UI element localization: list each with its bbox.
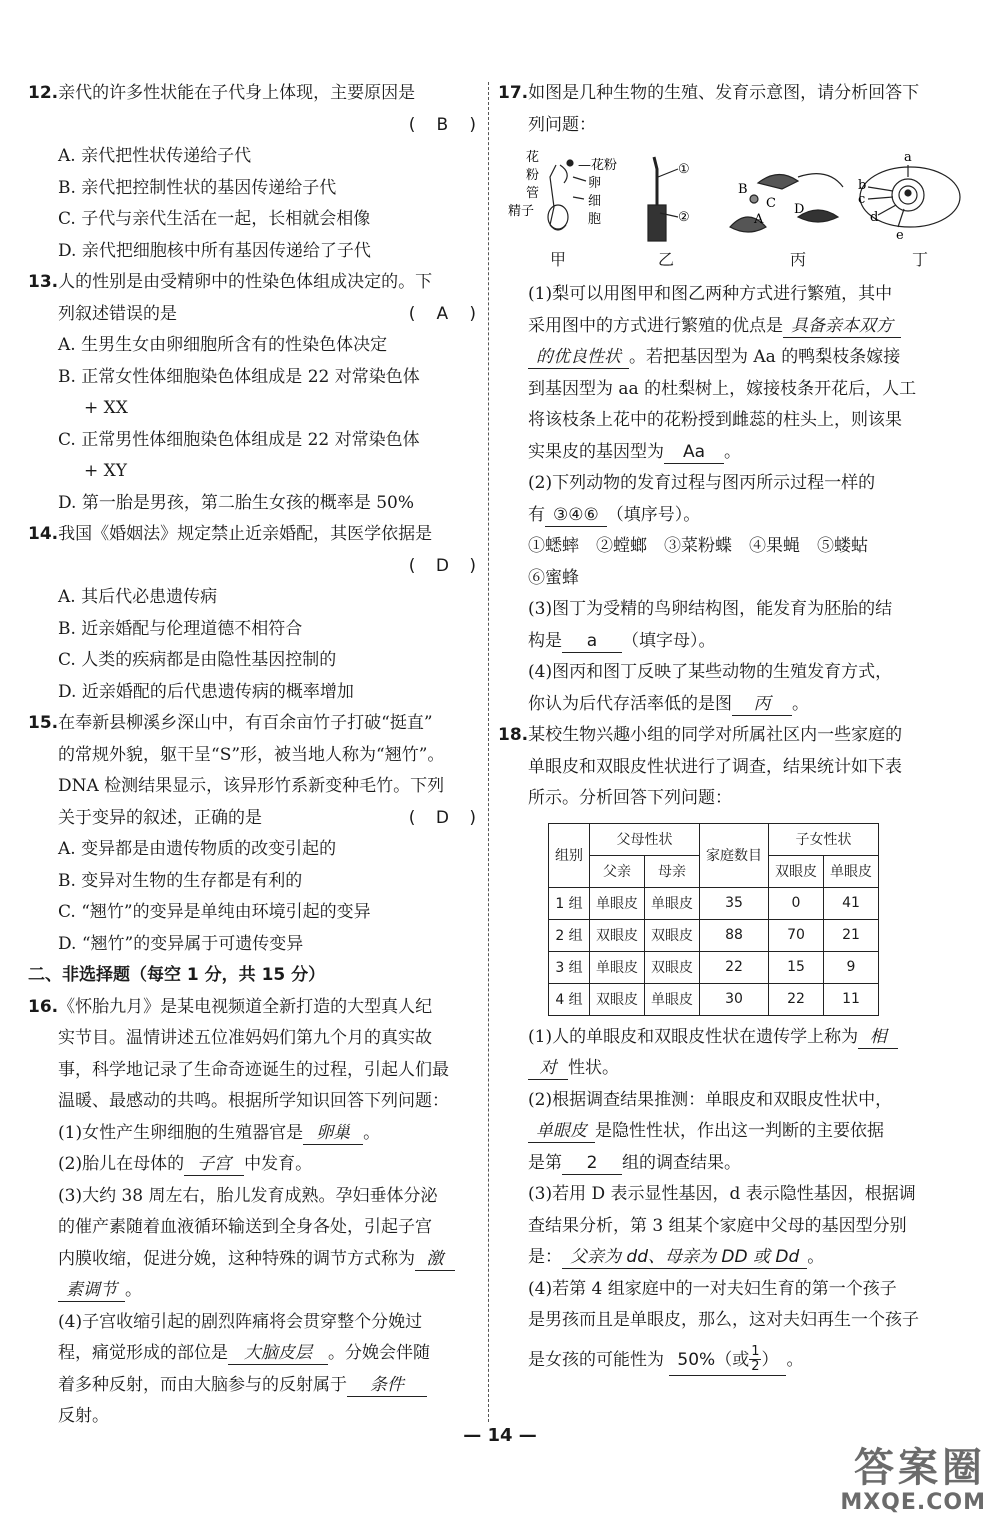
q15-stem: 15.在奉新县柳溪乡深山中，有百余亩竹子打破“挺直” [28,713,433,733]
label-c1: ① [678,162,690,177]
q13-option-b-cont: + XX [84,398,128,418]
q12-option-a: A. 亲代把性状传递给子代 [58,146,252,166]
label-B: B [738,182,748,197]
q14-option-d: D. 近亲婚配的后代患遗传病的概率增加 [58,681,354,702]
label-d: d [870,210,879,225]
q12-option-b: B. 亲代把控制性状的基因传递给子代 [58,177,337,198]
q16-part-2: (2)胎儿在母体的 子宫 中发育。 [58,1154,313,1174]
q13-stem-2: 列叙述错误的是 ( A ) [28,299,480,331]
fig-label-yi: 乙 [658,250,675,269]
q13-stem: 13.人的性别是由受精卵中的性染色体组成决定的。下 [28,272,433,292]
th-children: 子女性状 [769,823,879,855]
q14-option-a: A. 其后代必患遗传病 [58,587,218,607]
label-huafen: —花粉 [578,158,618,173]
q18-part-2-l2: 单眼皮 是隐性性状，作出这一判断的主要依据 [498,1116,968,1148]
th-double: 双眼皮 [769,855,824,887]
q18-answer-3: 父亲为 dd、母亲为 DD 或 Dd [562,1246,807,1269]
q15-option-a: A. 变异都是由遗传物质的改变引起的 [58,839,337,859]
q18-answer-1b: 对 [528,1057,568,1080]
q18-stem-2: 单眼皮和双眼皮性状进行了调查，结果统计如下表 [528,756,902,777]
q12-answer: ( B ) [408,114,476,135]
label-fen: 粉 [526,168,540,183]
label-luan: 卵 [588,176,602,191]
q15-option-b: B. 变异对生物的生存都是有利的 [58,870,303,891]
q14-option-b: B. 近亲婚配与伦理道德不相符合 [58,618,303,639]
q17-part-1-l4: 到基因型为 aa 的杜梨树上，嫁接枝条开花后，人工 [528,378,917,399]
q16-part-4-l3: 着多种反射，而由大脑参与的反射属于 条件 [28,1370,480,1402]
q17-answer-4: 丙 [732,693,792,716]
q17-part-1-l5: 将该枝条上花中的花粉授到雌蕊的柱头上，则该果 [528,410,902,430]
q16-part-4-l4: 反射。 [58,1406,109,1426]
q12-answer-line [28,110,480,142]
q18-part-3: (3)若用 D 表示显性基因，d 表示隐性基因，根据调 [528,1184,916,1204]
q17-part-4-l2: 你认为后代存活率低的是图 丙 。 [528,693,809,714]
label-b: b [858,178,867,193]
q17-part-2-option-6: ⑥蜜蜂 [528,567,579,588]
q17-part-1-l6: 实果皮的基因型为 Aa 。 [528,441,741,462]
label-e: e [896,228,904,243]
q17-part-2-options: ①蟋蟀 ②螳螂 ③菜粉蝶 ④果蝇 ⑤蝼蛄 [528,536,868,556]
reproduction-figure [498,147,968,275]
q16-part-3-l4: 素调节 。 [28,1275,480,1307]
th-single: 单眼皮 [824,855,879,887]
q16-part-3-l3: 内膜收缩，促进分娩，这种特殊的调节方式称为 激 [28,1244,480,1276]
q16-answer-2: 子宫 [184,1153,244,1176]
q16-part-1: (1)女性产生卵细胞的生殖器官是 卵巢 。 [58,1122,381,1143]
label-xi: 细 [588,194,602,209]
label-c2: ② [678,210,690,225]
q18-stem-3: 所示。分析回答下列问题： [528,788,732,808]
q16-answer-4a: 大脑皮层 [228,1342,328,1365]
th-families: 家庭数目 [700,823,769,887]
column-divider [488,82,489,1422]
q17-part-3: (3)图丁为受精的鸟卵结构图，能发育为胚胎的结 [528,599,893,619]
q18-part-2: (2)根据调查结果推测：单眼皮和双眼皮性状中， [528,1089,893,1110]
q14-answer: ( D ) [408,555,476,576]
label-guan: 管 [526,186,540,201]
q13-option-d: D. 第一胎是男孩，第二胎生女孩的概率是 50% [58,492,415,513]
q12-stem: 12.亲代的许多性状能在子代身上体现，主要原因是 [28,83,416,103]
q17-answer-1c: Aa [664,441,724,464]
section-heading: 二、非选择题（每空 1 分，共 15 分） [28,965,326,985]
reproduction-diagrams [498,147,968,247]
label-D: D [794,202,805,217]
q18-part-4-l3: 是女孩的可能性为 50%（或 $\frac{1}{2}$） 。 [528,1344,804,1374]
q16-answer-1: 卵巢 [303,1122,363,1145]
q17-part-4: (4)图丙和图丁反映了某些动物的生殖发育方式， [528,662,893,682]
table-row: 4 组 双眼皮 单眼皮 30 22 11 [549,983,879,1015]
label-hua: 花 [526,150,540,165]
watermark-title: 答案圈 [854,1445,986,1491]
q17-answer-2: ③④⑥ [545,504,607,527]
q16-part-4: (4)子宫收缩引起的剧烈阵痛将会贯穿整个分娩过 [58,1311,423,1332]
left-column [28,78,480,1433]
q18-answer-2b: 2 [562,1152,622,1175]
th-mother: 母亲 [645,855,700,887]
label-A: A [754,212,764,227]
q16-stem-3: 事，科学地记录了生命奇迹诞生的过程，引起人们最 [58,1059,449,1080]
q18-answer-1a: 相 [858,1026,898,1049]
q17-answer-1b: 的优良性状 [528,346,629,369]
q16-part-4-l2: 程，痛觉形成的部位是 大脑皮层 。分娩会伴随 [58,1343,430,1363]
label-C: C [766,196,776,211]
th-father: 父亲 [590,855,645,887]
q17-answer-1a: 具备亲本双方 [783,315,901,338]
q15-option-c: C. “翘竹”的变异是单纯由环境引起的变异 [58,902,371,922]
q16-part-3: (3)大约 38 周左右，胎儿发育成熟。孕妇垂体分泌 [58,1185,438,1206]
q16-stem-2: 实节目。温情讲述五位准妈妈们第九个月的真实故 [58,1028,432,1048]
figure-yi [648,157,678,241]
q13-option-b: B. 正常女性体细胞染色体组成是 22 对常染色体 [58,366,420,387]
survey-table [548,823,879,1016]
label-jingzi: 精子 [508,204,535,219]
q12-option-c: C. 子代与亲代生活在一起，长相就会相像 [58,209,371,229]
q18-part-3-l2: 查结果分析，第 3 组某个家庭中父母的基因型分别 [528,1215,907,1236]
q16-stem: 16.《怀胎九月》是某电视频道全新打造的大型真人纪 [28,996,433,1017]
watermark-url: MXQE.COM [840,1490,986,1515]
fig-label-jia: 甲 [550,250,567,269]
q15-stem-4: 关于变异的叙述，正确的是 ( D ) [28,803,480,835]
q17-part-1-l2: 采用图中的方式进行繁殖的优点是 具备亲本双方 [498,311,968,343]
th-group: 组别 [549,823,590,887]
fig-label-bing: 丙 [790,250,807,269]
q16-part-3-l2: 的催产素随着血液循环输送到全身各处，引起子宫 [58,1217,432,1237]
q17-stem: 17.如图是几种生物的生殖、发育示意图，请分析回答下 [498,83,920,103]
q17-part-2-l2: 有 ③④⑥ （填序号）。 [528,504,701,525]
table-row: 3 组 单眼皮 双眼皮 22 15 9 [549,951,879,983]
q18-part-3-l3: 是： 父亲为 dd、母亲为 DD 或 Dd 。 [528,1247,825,1267]
th-parents: 父母性状 [590,823,700,855]
q13-option-a: A. 生男生女由卵细胞所含有的性染色体决定 [58,335,388,355]
q14-option-c: C. 人类的疾病都是由隐性基因控制的 [58,650,337,670]
q17-stem-2: 列问题： [528,114,596,135]
q15-stem-3: DNA 检测结果显示，该异形竹系新变种毛竹。下列 [58,776,445,796]
q16-answer-3a: 激 [415,1248,455,1271]
q13-option-c-cont: + XY [84,461,127,481]
q15-answer: ( D ) [408,807,476,828]
q15-stem-2: 的常规外貌，躯干呈“S”形，被当地人称为“翘竹”。 [58,744,445,765]
fig-label-ding: 丁 [912,250,929,269]
q18-part-1-l2: 对 性状。 [498,1053,968,1085]
q17-part-2: (2)下列动物的发育过程与图丙所示过程一样的 [528,473,876,493]
label-c: c [858,192,866,207]
q14-stem: 14.我国《婚姻法》规定禁止近亲婚配，其医学依据是 [28,524,433,544]
q18-part-4-l2: 是男孩而且是单眼皮，那么，这对夫妇再生一个孩子 [528,1310,919,1330]
label-a: a [904,150,912,165]
q12-option-d: D. 亲代把细胞核中所有基因传递给了子代 [58,240,371,261]
q18-stem: 18.某校生物兴趣小组的同学对所属社区内一些家庭的 [498,725,903,745]
right-column [498,78,968,1383]
watermark-logo [840,1446,986,1515]
q18-answer-4: 50%（或 $\frac{1}{2}$） [669,1345,786,1376]
table-row: 1 组 单眼皮 单眼皮 35 0 41 [549,887,879,919]
table-row: 2 组 双眼皮 双眼皮 88 70 21 [549,919,879,951]
q14-answer-line [28,551,480,583]
q13-answer: ( A ) [408,303,476,324]
q17-part-1: (1)梨可以用图甲和图乙两种方式进行繁殖，其中 [528,284,893,304]
q17-part-3-l2: 构是 a （填字母）。 [528,630,716,651]
fraction: $\frac{1}{2}$ [751,1344,760,1374]
page-number: — 14 — [463,1425,537,1446]
q16-stem-4: 温暖、最感动的共鸣。根据所学知识回答下列问题： [58,1091,449,1111]
q18-answer-2a: 单眼皮 [528,1120,595,1143]
q17-part-1-l3: 的优良性状 。若把基因型为 Aa 的鸭梨枝条嫁接 [498,342,968,374]
q13-option-c: C. 正常男性体细胞染色体组成是 22 对常染色体 [58,429,420,450]
q15-option-d: D. “翘竹”的变异属于可遗传变异 [58,933,304,954]
label-bao: 胞 [588,212,602,227]
q18-part-1: (1)人的单眼皮和双眼皮性状在遗传学上称为 相 [498,1022,968,1054]
q18-part-2-l3: 是第 2 组的调查结果。 [528,1152,741,1173]
q18-part-4: (4)若第 4 组家庭中的一对夫妇生育的第一个孩子 [528,1278,897,1299]
q17-answer-3: a [562,630,622,653]
q16-answer-3b: 素调节 [58,1279,125,1302]
q16-answer-4b: 条件 [347,1374,427,1397]
